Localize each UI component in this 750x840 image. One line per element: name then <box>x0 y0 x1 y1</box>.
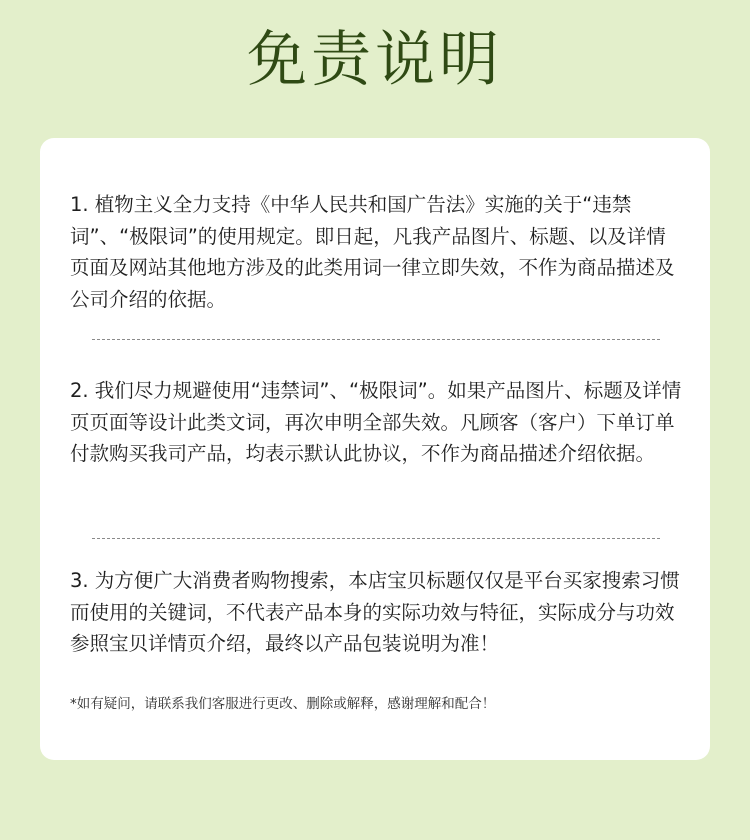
disclaimer-paragraph-2: 2. 我们尽力规避使用“违禁词”、“极限词”。如果产品图片、标题及详情页页面等设计此类文词，再次申明全部失效。凡顾客（客户）下单订单付款购买我司产品，均表示默认此协议，不作为商品描述介绍依据。 <box>70 379 682 465</box>
dashed-divider <box>92 339 660 340</box>
page-title: 免责说明 <box>247 25 503 95</box>
disclaimer-card <box>40 138 710 760</box>
contact-note: *如有疑问，请联系我们客服进行更改、删除或解释，感谢理解和配合！ <box>70 696 496 712</box>
disclaimer-paragraph-3: 3. 为方便广大消费者购物搜索，本店宝贝标题仅仅是平台买家搜索习惯而使用的关键词，不代表产品本身的实际功效与特征，实际成分与功效参照宝贝详情页介绍，最终以产品包装说明为准！ <box>70 569 680 655</box>
dashed-divider <box>92 538 660 539</box>
disclaimer-paragraph-1: 1. 植物主义全力支持《中华人民共和国广告法》实施的关于“违禁词”、“极限词”的使用规定。即日起，凡我产品图片、标题、以及详情页面及网站其他地方涉及的此类用词一律立即失效，不作为商品描述及公司介绍的依据。 <box>70 193 675 311</box>
